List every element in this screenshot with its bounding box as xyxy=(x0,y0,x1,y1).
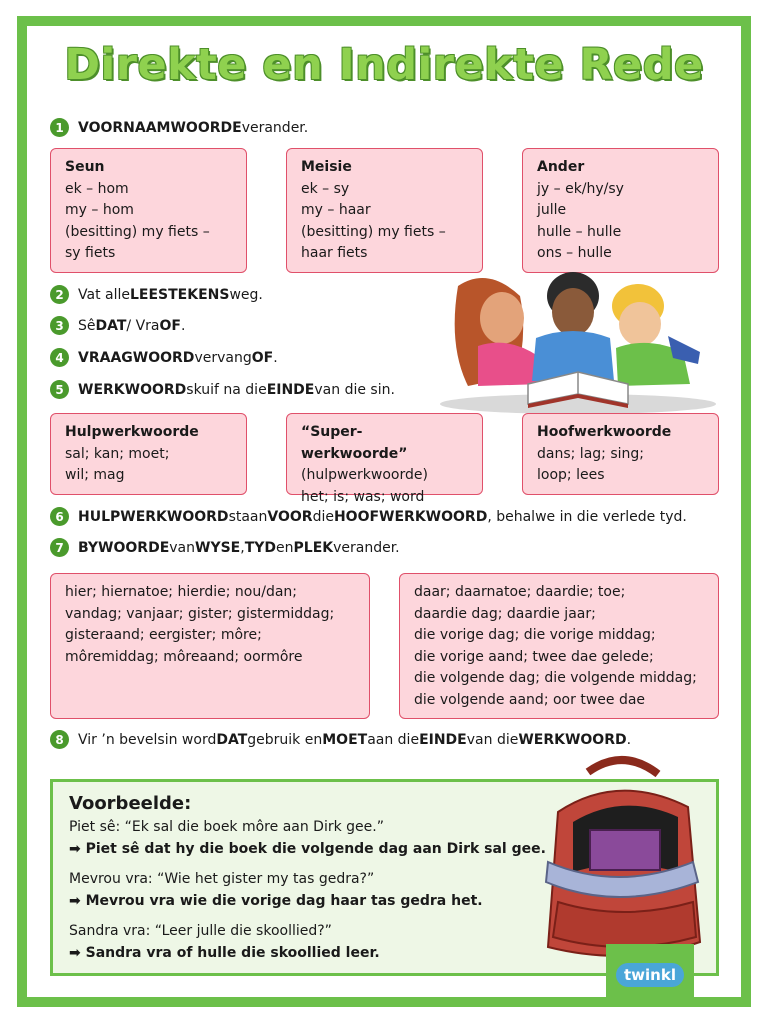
box-line: (hulpwerkwoorde) xyxy=(301,467,428,483)
step-text: van die sin. xyxy=(314,381,395,398)
example-indirect: ➡ Piet sê dat hy die boek die volgende dag aan Dirk sal gee. xyxy=(69,841,546,857)
example-indirect: ➡ Sandra vra of hulle die skoollied leer. xyxy=(69,945,380,961)
step-text: TYD xyxy=(244,539,277,556)
box-line: die volgende dag; die volgende middag; xyxy=(414,670,697,686)
step-text: DAT xyxy=(216,731,248,748)
step-text: , xyxy=(240,539,245,556)
examples-title: Voorbeelde: xyxy=(69,793,192,814)
step-text: EINDE xyxy=(266,381,315,398)
box-line: (besitting) my fiets – xyxy=(65,223,210,240)
step-text: VRAAGWOORD xyxy=(78,349,195,366)
step-number: 3 xyxy=(50,316,69,335)
box-line: ek – hom xyxy=(65,180,129,197)
step-text: staan xyxy=(228,508,268,525)
step-text: en xyxy=(276,539,294,556)
step-text: Vat alle xyxy=(78,286,130,303)
box-line: wil; mag xyxy=(65,467,125,483)
step-text: van die xyxy=(466,731,519,748)
step-text: van xyxy=(169,539,196,556)
page-title: Direkte en Indirekte Rede xyxy=(64,40,704,90)
box-line: het; is; was; word xyxy=(301,488,425,505)
box-line: my – haar xyxy=(301,202,371,218)
step-text: LEESTEKENS xyxy=(129,286,230,303)
step-text: WYSE xyxy=(195,539,241,556)
box-heading: Ander xyxy=(537,159,585,175)
step-text: Vir ’n bevelsin word xyxy=(78,731,217,748)
step-text: die xyxy=(312,508,334,525)
step-7 xyxy=(50,538,400,557)
step-text: / Vra xyxy=(126,317,160,334)
box-line: haar fiets xyxy=(301,245,368,261)
step-text: EINDE xyxy=(419,731,467,748)
box-heading: Hoofwerkwoorde xyxy=(537,424,672,440)
step-1 xyxy=(50,118,308,137)
step-text: . xyxy=(180,317,186,334)
twinkl-logo xyxy=(606,944,694,1006)
logo-text: twinkl xyxy=(616,963,684,987)
box-line: dans; lag; sing; xyxy=(537,445,644,462)
box-heading: Seun xyxy=(65,159,105,175)
box-line: sal; kan; moet; xyxy=(65,445,170,462)
step-text: HULPWERKWOORD xyxy=(78,508,229,525)
verb-box-hulpwerkwoorde xyxy=(50,413,247,495)
step-number: 8 xyxy=(50,730,69,749)
step-3 xyxy=(50,316,185,335)
step-text: gebruik en xyxy=(247,731,323,748)
pronoun-box-ander xyxy=(522,148,719,273)
step-text: verander. xyxy=(333,539,400,556)
box-line: ek – sy xyxy=(301,180,350,197)
step-text: weg. xyxy=(229,286,263,303)
box-line: hulle – hulle xyxy=(537,223,622,240)
children-reading-illustration xyxy=(428,266,718,414)
box-heading: Hulpwerkwoorde xyxy=(65,424,199,440)
step-text: VOORNAAMWOORDE xyxy=(78,119,242,136)
box-line: daardie dag; daardie jaar; xyxy=(414,605,596,622)
step-text: OF xyxy=(251,349,274,366)
step-number: 5 xyxy=(50,380,69,399)
step-text: MOET xyxy=(322,731,368,748)
step-text: aan die xyxy=(367,731,420,748)
box-line: my – hom xyxy=(65,202,134,218)
step-text: VOOR xyxy=(267,508,313,525)
step-text: Sê xyxy=(78,317,96,334)
step-number: 7 xyxy=(50,538,69,557)
adverbs-there-box xyxy=(399,573,719,719)
box-line: sy fiets xyxy=(65,245,116,261)
box-line: julle xyxy=(537,202,567,218)
box-line: die vorige aand; twee dae gelede; xyxy=(414,648,654,665)
box-line: die volgende aand; oor twee dae xyxy=(414,691,646,708)
box-line: môremiddag; môreaand; oormôre xyxy=(65,648,303,665)
box-line: loop; lees xyxy=(537,467,605,483)
step-number: 6 xyxy=(50,507,69,526)
box-line: hier; hiernatoe; hierdie; nou/dan; xyxy=(65,584,297,600)
step-text: WERKWOORD xyxy=(78,381,187,398)
step-number: 2 xyxy=(50,285,69,304)
box-line: ons – hulle xyxy=(537,245,612,261)
step-text: BYWOORDE xyxy=(78,539,170,556)
step-text: OF xyxy=(159,317,181,334)
step-text: HOOFWERKWOORD xyxy=(333,508,488,525)
step-6 xyxy=(50,507,687,526)
step-text: verander. xyxy=(241,119,309,136)
step-text: . xyxy=(626,731,632,748)
backpack-illustration xyxy=(528,752,708,972)
box-line: gisteraand; eergister; môre; xyxy=(65,627,262,643)
box-heading: “Super-werkwoorde” xyxy=(301,424,408,462)
step-text: . xyxy=(273,349,278,366)
example-direct: Sandra vra: “Leer julle die skoollied?” xyxy=(69,923,332,939)
verb-box-super-werkwoorde xyxy=(286,413,483,505)
step-text: PLEK xyxy=(293,539,334,556)
example-indirect: ➡ Mevrou vra wie die vorige dag haar tas gedra het. xyxy=(69,893,483,909)
box-line: vandag; vanjaar; gister; gistermiddag; xyxy=(65,605,335,622)
step-number: 4 xyxy=(50,348,69,367)
step-number: 1 xyxy=(50,118,69,137)
box-line: die vorige dag; die vorige middag; xyxy=(414,627,656,643)
box-heading: Meisie xyxy=(301,159,352,175)
step-2 xyxy=(50,285,263,304)
step-text: vervang xyxy=(194,349,252,366)
example-direct: Piet sê: “Ek sal die boek môre aan Dirk gee.” xyxy=(69,819,384,835)
step-5 xyxy=(50,380,395,399)
step-4 xyxy=(50,348,278,367)
pronoun-box-meisie xyxy=(286,148,483,273)
box-line: (besitting) my fiets – xyxy=(301,223,446,240)
example-direct: Mevrou vra: “Wie het gister my tas gedra?” xyxy=(69,871,375,887)
step-text: WERKWOORD xyxy=(518,731,627,748)
box-line: jy – ek/hy/sy xyxy=(537,180,624,197)
step-text: DAT xyxy=(95,317,127,334)
step-text: , behalwe in die verlede tyd. xyxy=(487,508,687,525)
step-8 xyxy=(50,730,631,749)
verb-box-hoofwerkwoorde xyxy=(522,413,719,495)
adverbs-here-box xyxy=(50,573,370,719)
pronoun-box-seun xyxy=(50,148,247,273)
step-text: skuif na die xyxy=(186,381,267,398)
box-line: daar; daarnatoe; daardie; toe; xyxy=(414,584,626,600)
